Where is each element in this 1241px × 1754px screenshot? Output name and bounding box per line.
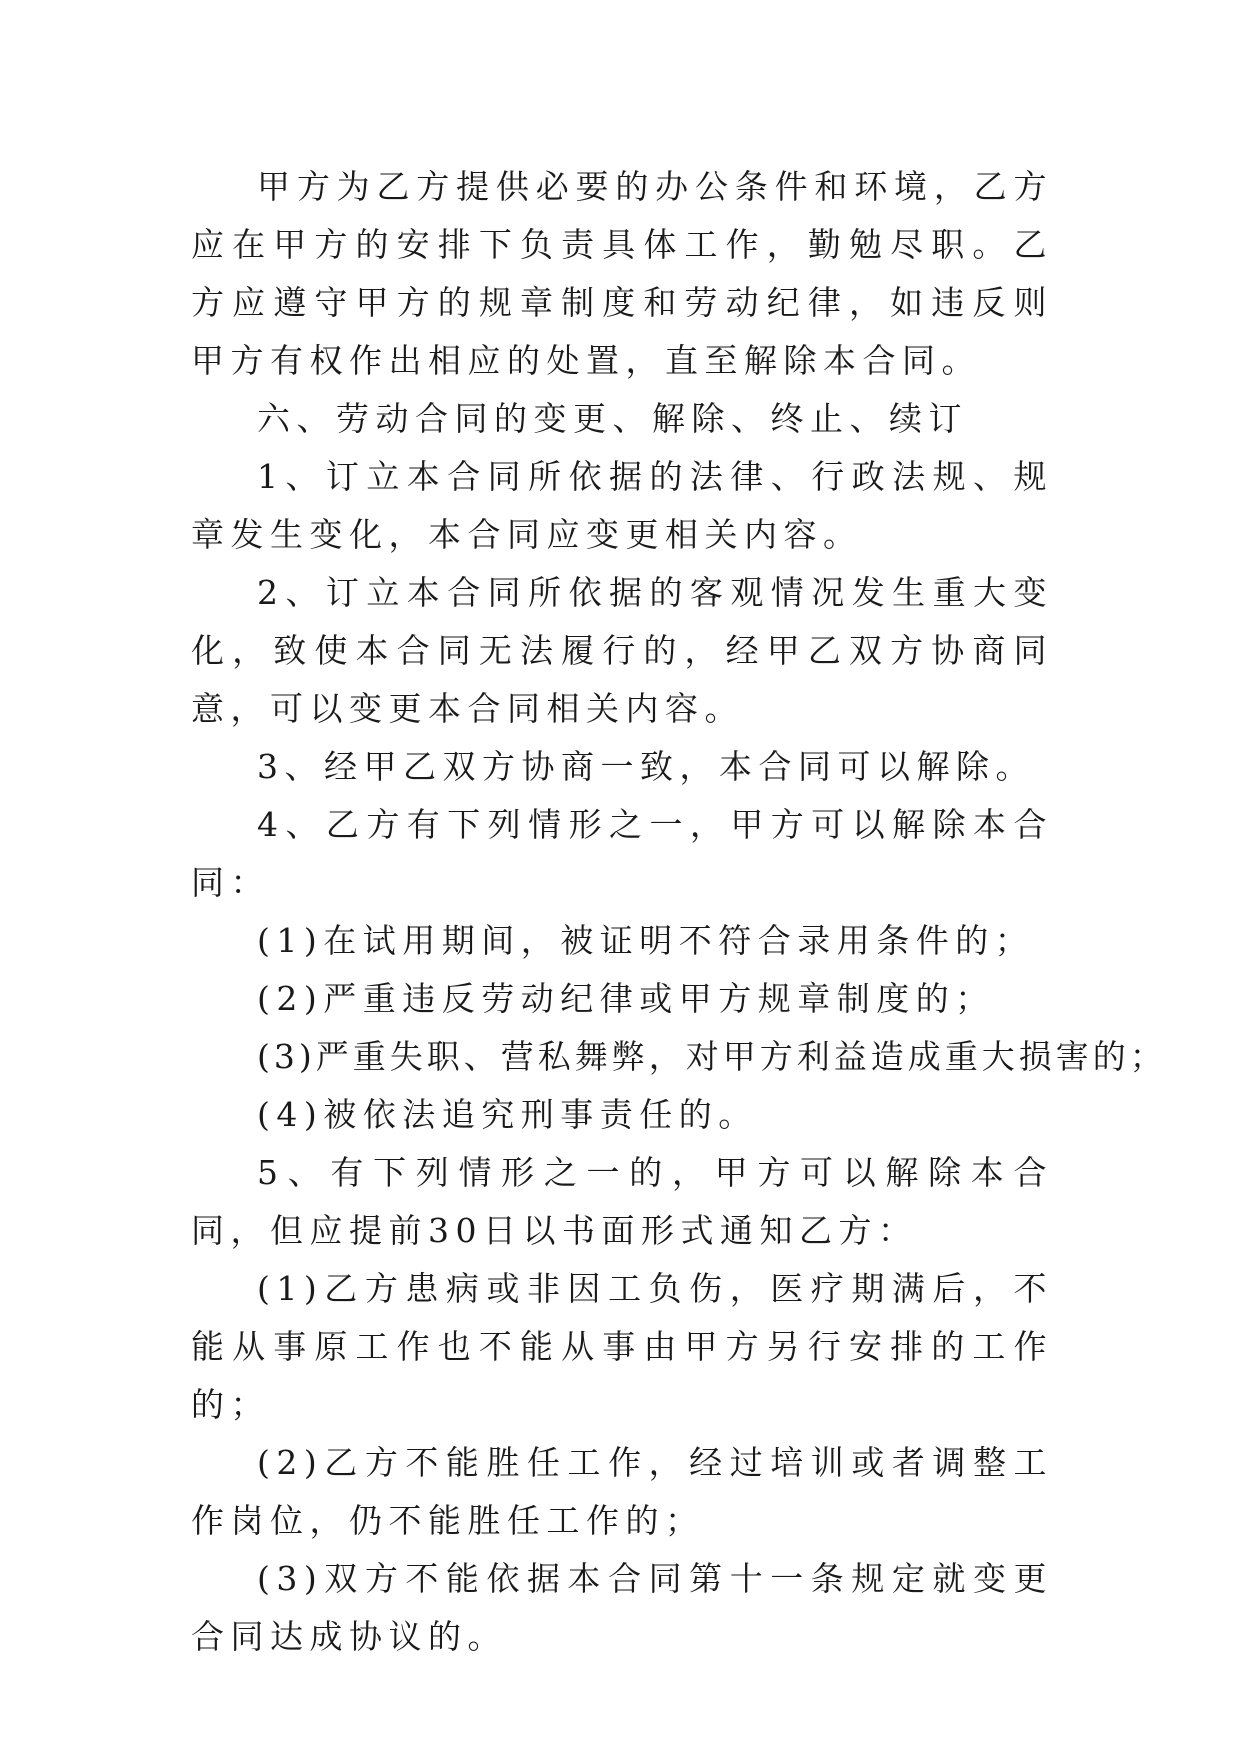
clause-4-item-3: (3)严重失职、营私舞弊，对甲方利益造成重大损害的；	[257, 1037, 1167, 1076]
clause-2: 2、订立本合同所依据的客观情况发生重大变化，致使本合同无法履行的，经甲乙双方协商同意，可以变更本合同相关内容。	[191, 573, 1053, 728]
clause-4-item-2: (2)严重违反劳动纪律或甲方规章制度的；	[257, 979, 995, 1018]
clause-5-item-2: (2)乙方不能胜任工作，经过培训或者调整工作岗位，仍不能胜任工作的；	[191, 1443, 1053, 1540]
clause-5-item-3: (3)双方不能依据本合同第十一条规定就变更合同达成协议的。	[191, 1559, 1053, 1656]
clause-3: 3、经甲乙双方协商一致，本合同可以解除。	[257, 747, 1035, 786]
clause-4-item-1: (1)在试用期间，被证明不符合录用条件的；	[257, 921, 1035, 960]
clause-5-item-1: (1)乙方患病或非因工负伤，医疗期满后，不能从事原工作也不能从事由甲方另行安排的工作的；	[191, 1269, 1053, 1424]
paragraph-office-conditions: 甲方为乙方提供必要的办公条件和环境，乙方应在甲方的安排下负责具体工作，勤勉尽职。乙方应遵守甲方的规章制度和劳动纪律，如违反则甲方有权作出相应的处置，直至解除本合同。	[191, 167, 1053, 380]
section-heading-contract-changes: 六、劳动合同的变更、解除、终止、续订	[257, 399, 968, 438]
clause-4-item-4: (4)被依法追究刑事责任的。	[257, 1095, 758, 1134]
clause-5: 5、有下列情形之一的，甲方可以解除本合同，但应提前30日以书面形式通知乙方：	[191, 1153, 1053, 1250]
clause-1: 1、订立本合同所依据的法律、行政法规、规章发生变化，本合同应变更相关内容。	[191, 457, 1053, 554]
document-body	[191, 158, 1167, 1666]
clause-4: 4、乙方有下列情形之一，甲方可以解除本合同：	[191, 805, 1053, 902]
